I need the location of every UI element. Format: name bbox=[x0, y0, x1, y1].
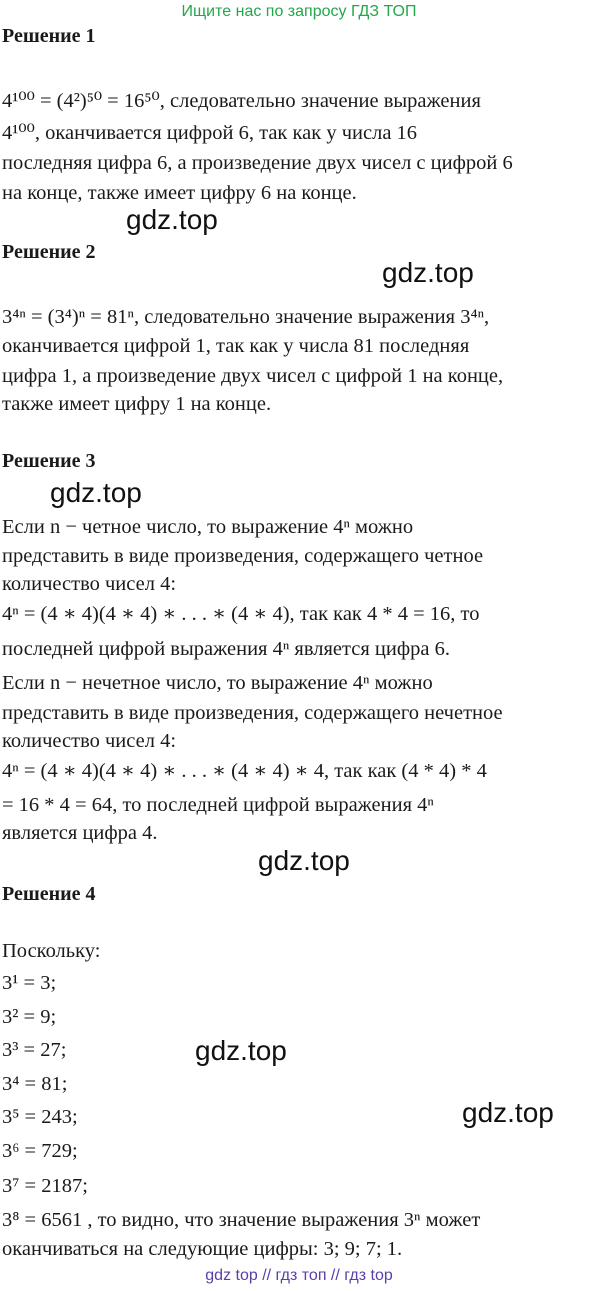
top-banner[interactable]: Ищите нас по запросу ГДЗ ТОП bbox=[181, 3, 417, 20]
section-4-line: оканчиваться на следующие цифры: 3; 9; 7; 1. bbox=[2, 1238, 403, 1260]
section-1-line: на конце, также имеет цифру 6 на конце. bbox=[2, 182, 357, 204]
section-3-line: 4ⁿ = (4 ∗ 4)(4 ∗ 4) ∗ . . . ∗ (4 ∗ 4) ∗ 4, так как (4 * 4) * 4 bbox=[2, 760, 487, 782]
section-4-line: 3⁶ = 729; bbox=[2, 1140, 78, 1162]
section-4-line: 3⁵ = 243; bbox=[2, 1106, 78, 1128]
footer-links[interactable]: gdz top // гдз топ // гдз top bbox=[205, 1267, 393, 1284]
section-3-line: Если n − нечетное число, то выражение 4ⁿ можно bbox=[2, 672, 433, 694]
section-4-line: 3⁷ = 2187; bbox=[2, 1175, 88, 1197]
watermark: gdz.top bbox=[462, 1097, 554, 1128]
section-4-line: 3² = 9; bbox=[2, 1006, 57, 1028]
section-2-line: оканчивается цифрой 1, так как у числа 81 последняя bbox=[2, 335, 470, 357]
section-2-title: Решение 2 bbox=[2, 241, 96, 263]
section-4-line: 3⁴ = 81; bbox=[2, 1073, 68, 1095]
section-2-line: 3⁴ⁿ = (3⁴)ⁿ = 81ⁿ, следовательно значение выражения 3⁴ⁿ, bbox=[2, 306, 490, 328]
watermark: gdz.top bbox=[195, 1035, 287, 1066]
section-4-title: Решение 4 bbox=[2, 883, 96, 905]
section-3-line: количество чисел 4: bbox=[2, 730, 177, 752]
watermark: gdz.top bbox=[126, 204, 218, 235]
watermark: gdz.top bbox=[258, 845, 350, 876]
section-4-line: 3⁸ = 6561 , то видно, что значение выражения 3ⁿ может bbox=[2, 1209, 481, 1231]
section-1-line: 4¹⁰⁰ = (4²)⁵⁰ = 16⁵⁰, следовательно значение выражения bbox=[2, 90, 481, 112]
section-3-line: последней цифрой выражения 4ⁿ является цифра 6. bbox=[2, 638, 450, 660]
watermark: gdz.top bbox=[382, 257, 474, 288]
section-3-line: представить в виде произведения, содержащего нечетное bbox=[2, 702, 503, 724]
section-4-line: 3³ = 27; bbox=[2, 1039, 67, 1061]
section-2-line: также имеет цифру 1 на конце. bbox=[2, 393, 272, 415]
section-4-line: Поскольку: bbox=[2, 940, 101, 962]
section-3-title: Решение 3 bbox=[2, 450, 96, 472]
section-3-line: 4ⁿ = (4 ∗ 4)(4 ∗ 4) ∗ . . . ∗ (4 ∗ 4), так как 4 * 4 = 16, то bbox=[2, 603, 480, 625]
section-3-line: = 16 * 4 = 64, то последней цифрой выражения 4ⁿ bbox=[2, 794, 434, 816]
watermark: gdz.top bbox=[50, 477, 142, 508]
section-1-title: Решение 1 bbox=[2, 25, 96, 47]
section-4-line: 3¹ = 3; bbox=[2, 972, 57, 994]
section-3-line: количество чисел 4: bbox=[2, 573, 177, 595]
section-1-line: 4¹⁰⁰, оканчивается цифрой 6, так как у числа 16 bbox=[2, 122, 418, 144]
section-3-line: является цифра 4. bbox=[2, 822, 158, 844]
section-3-line: Если n − четное число, то выражение 4ⁿ можно bbox=[2, 516, 414, 538]
section-1-line: последняя цифра 6, а произведение двух чисел с цифрой 6 bbox=[2, 152, 513, 174]
section-2-line: цифра 1, а произведение двух чисел с цифрой 1 на конце, bbox=[2, 365, 504, 387]
section-3-line: представить в виде произведения, содержащего четное bbox=[2, 545, 484, 567]
